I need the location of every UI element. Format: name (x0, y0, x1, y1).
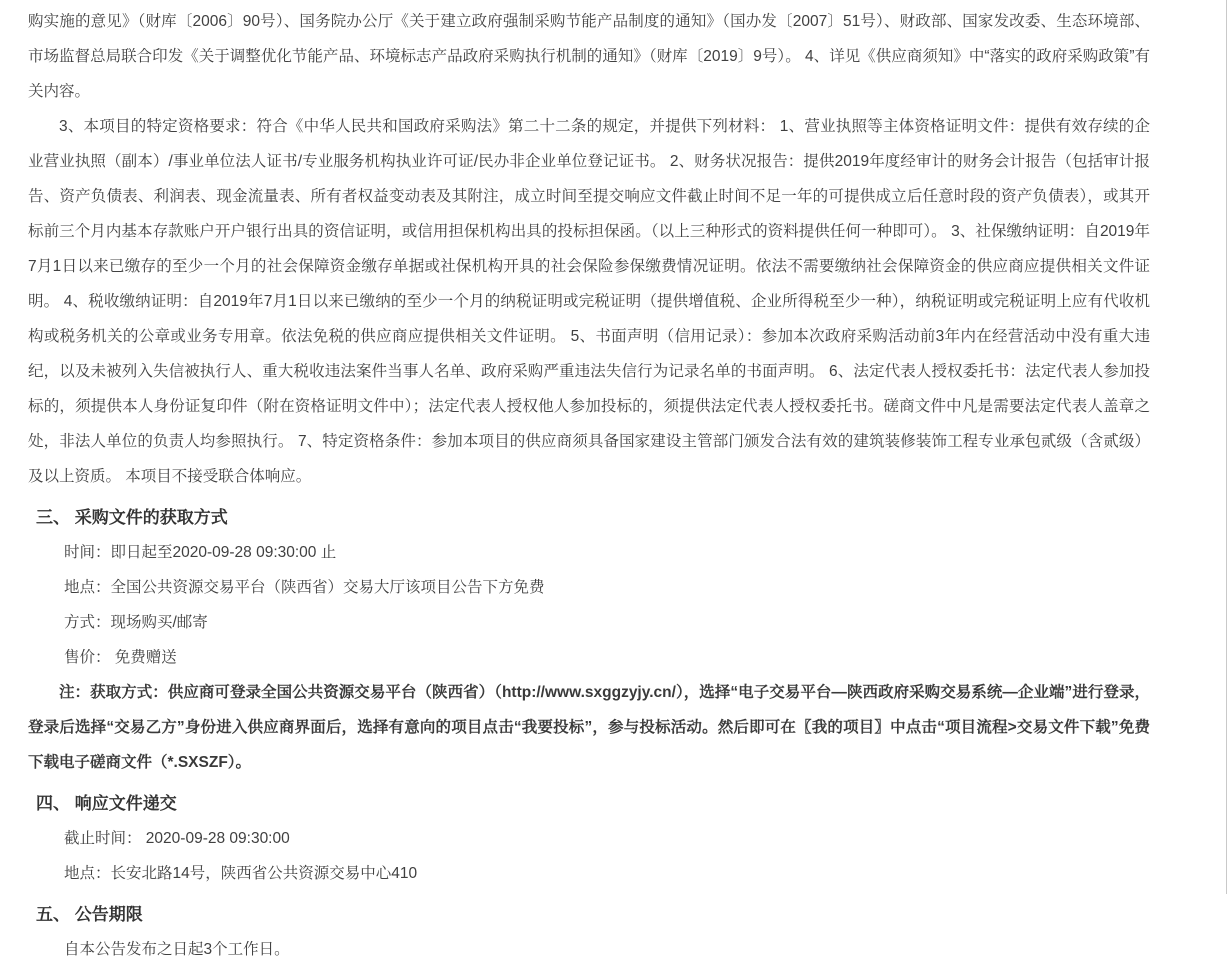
acquisition-price: 售价： 免费赠送 (64, 649, 177, 666)
acquisition-location: 地点：全国公共资源交易平台（陕西省）交易大厅该项目公告下方免费 (64, 579, 545, 596)
section-heading-response-submission: 四、 响应文件递交 (36, 794, 177, 813)
submission-location: 地点：长安北路14号，陕西省公共资源交易中心410 (64, 865, 418, 882)
section-heading-document-acquisition: 三、 采购文件的获取方式 (36, 508, 228, 527)
policy-continuation-paragraph: 购实施的意见》（财库〔2006〕90号）、国务院办公厅《关于建立政府强制采购节能产品制度的通知》（国办发〔2007〕51号）、财政部、国家发改委、生态环境部、市场监督总局联合印发《关于调整优化节能产品、环境标志产品政府采购执行机制的通知》（财库〔2019〕9号）。 4、详见《供应商须知》中“落实的政府采购政策”有关内容。 (28, 13, 1150, 100)
acquisition-method: 方式：现场购买/邮寄 (64, 614, 208, 631)
section-heading-announcement-period: 五、 公告期限 (36, 905, 143, 924)
page-right-border (1226, 0, 1227, 894)
submission-deadline: 截止时间： 2020-09-28 09:30:00 (64, 830, 290, 847)
announcement-period-text: 自本公告发布之日起3个工作日。 (64, 941, 290, 958)
acquisition-note-paragraph: 注：获取方式：供应商可登录全国公共资源交易平台（陕西省）（http://www.sxggzyjy.cn/），选择“电子交易平台—陕西政府采购交易系统—企业端”进行登录，登录后选择“交易乙方”身份进入供应商界面后，选择有意向的项目点击“我要投标”，参与投标活动。然后即可在〖我的项目〗中点击“项目流程>交易文件下载”免费下载电子磋商文件（*.SXSZF）。 (28, 684, 1150, 771)
acquisition-time: 时间：即日起至2020-09-28 09:30:00 止 (64, 544, 337, 561)
qualification-requirements-paragraph: 3、本项目的特定资格要求：符合《中华人民共和国政府采购法》第二十二条的规定，并提供下列材料： 1、营业执照等主体资格证明文件：提供有效存续的企业营业执照（副本）/事业单位法人证书/专业服务机构执业许可证/民办非企业单位登记证书。 2、财务状况报告：提供2019年度经审计的财务会计报告（包括审计报告、资产负债表、利润表、现金流量表、所有者权益变动表及其附注，成立时间至提交响应文件截止时间不足一年的可提供成立后任意时段的资产负债表），或其开标前三个月内基本存款账户开户银行出具的资信证明，或信用担保机构出具的投标担保函。（以上三种形式的资料提供任何一种即可）。 3、社保缴纳证明：自2019年7月1日以来已缴存的至少一个月的社会保障资金缴存单据或社保机构开具的社会保险参保缴费情况证明。依法不需要缴纳社会保障资金的供应商应提供相关文件证明。 4、税收缴纳证明：自2019年7月1日以来已缴纳的至少一个月的纳税证明或完税证明（提供增值税、企业所得税至少一种），纳税证明或完税证明上应有代收机构或税务机关的公章或业务专用章。依法免税的供应商应提供相关文件证明。 5、书面声明（信用记录）：参加本次政府采购活动前3年内在经营活动中没有重大违纪，以及未被列入失信被执行人、重大税收违法案件当事人名单、政府采购严重违法失信行为记录名单的书面声明。 6、法定代表人授权委托书：法定代表人参加投标的，须提供本人身份证复印件（附在资格证明文件中）；法定代表人授权他人参加投标的，须提供法定代表人授权委托书。磋商文件中凡是需要法定代表人盖章之处，非法人单位的负责人均参照执行。 7、特定资格条件：参加本项目的供应商须具备国家建设主管部门颁发合法有效的建筑装修装饰工程专业承包贰级（含贰级）及以上资质。 本项目不接受联合体响应。 (28, 118, 1150, 485)
